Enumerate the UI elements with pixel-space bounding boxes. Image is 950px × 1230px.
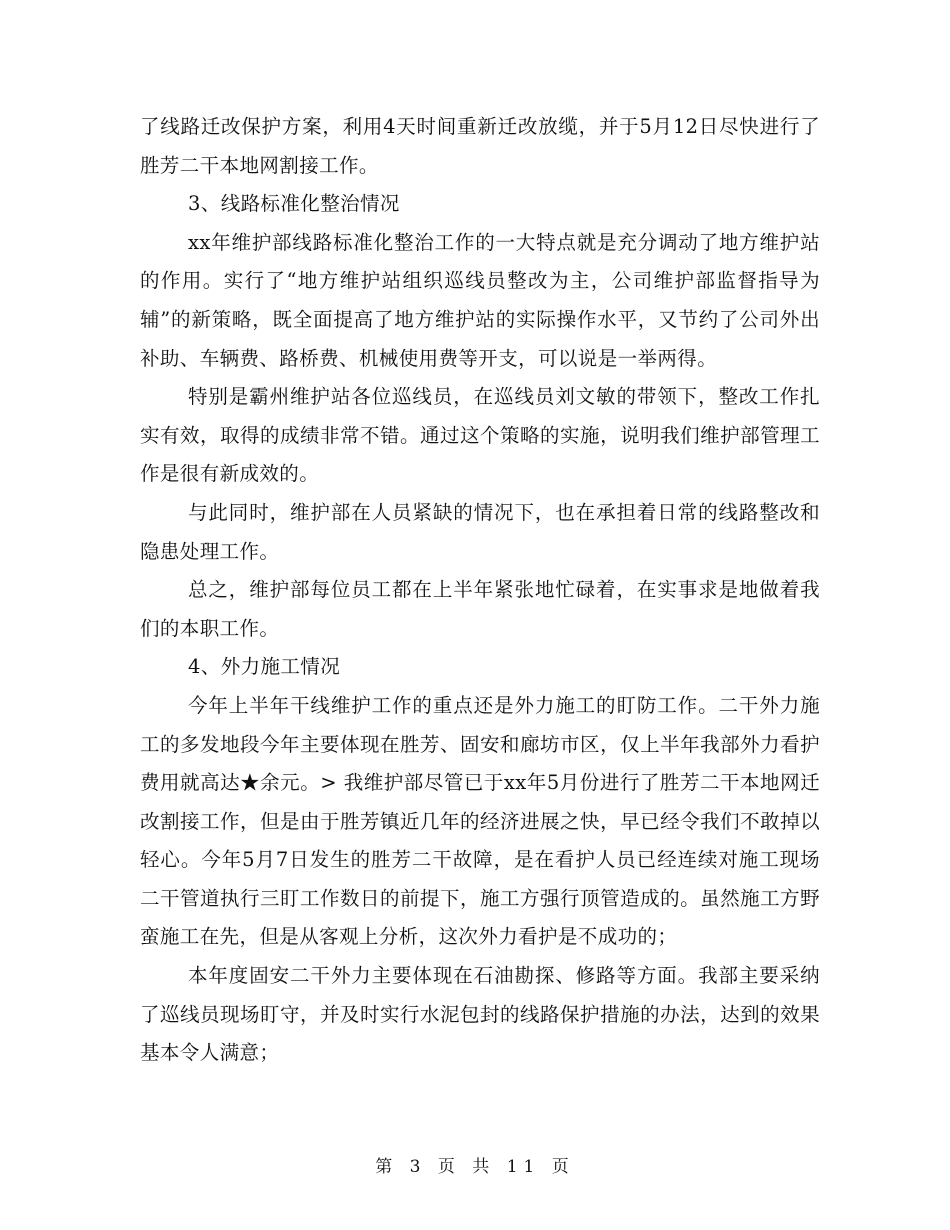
- paragraph-external-construction: 今年上半年干线维护工作的重点还是外力施工的盯防工作。二干外力施工的多发地段今年主要体现在胜芳、固安和廊坊市区，仅上半年我部外力看护费用就高达★余元。> 我维护部尽管已于xx年5月份进行了胜芳二干本地网迁改割接工作，但是由于胜芳镇近几年的经济进展之快，早已经令我们不敢掉以轻心。今年5月7日发生的胜芳二干故障，是在看护人员已经连续对施工现场二干管道执行三盯工作数日的前提下，施工方强行顶管造成的。虽然施工方野蛮施工在先，但是从客观上分析，这次外力看护是不成功的；: [140, 693, 820, 949]
- paragraph-summary: 总之，维护部每位员工都在上半年紧张地忙碌着，在实事求是地做着我们的本职工作。: [140, 578, 820, 640]
- section-heading-3: 3、线路标准化整治情况: [188, 192, 400, 216]
- paragraph-meanwhile: 与此同时，维护部在人员紧缺的情况下，也在承担着日常的线路整改和隐患处理工作。: [140, 500, 820, 563]
- paragraph-standardization: xx年维护部线路标准化整治工作的一大特点就是充分调动了地方维护站的作用。实行了“地方维护站组织巡线员整改为主，公司维护部监督指导为辅”的新策略，既全面提高了地方维护站的实际操作水平，又节约了公司外出补助、车辆费、路桥费、机械使用费等开支，可以说是一举两得。: [140, 230, 820, 370]
- document-body: [140, 108, 820, 1073]
- paragraph-bazhou-station: 特别是霸州维护站各位巡线员，在巡线员刘文敏的带领下，整改工作扎实有效，取得的成绩非常不错。通过这个策略的实施，说明我们维护部管理工作是很有新成效的。: [140, 385, 820, 486]
- paragraph-guan-external: 本年度固安二干外力主要体现在石油勘探、修路等方面。我部主要采纳了巡线员现场盯守，并及时实行水泥包封的线路保护措施的办法，达到的效果基本令人满意；: [140, 964, 820, 1065]
- section-heading-4: 4、外力施工情况: [188, 655, 341, 679]
- page-number-footer: 第 3 页 共 11 页: [375, 1157, 575, 1177]
- paragraph-continuation: 了线路迁改保护方案，利用4天时间重新迁改放缆，并于5月12日尽快进行了胜芳二干本地网割接工作。: [140, 115, 820, 177]
